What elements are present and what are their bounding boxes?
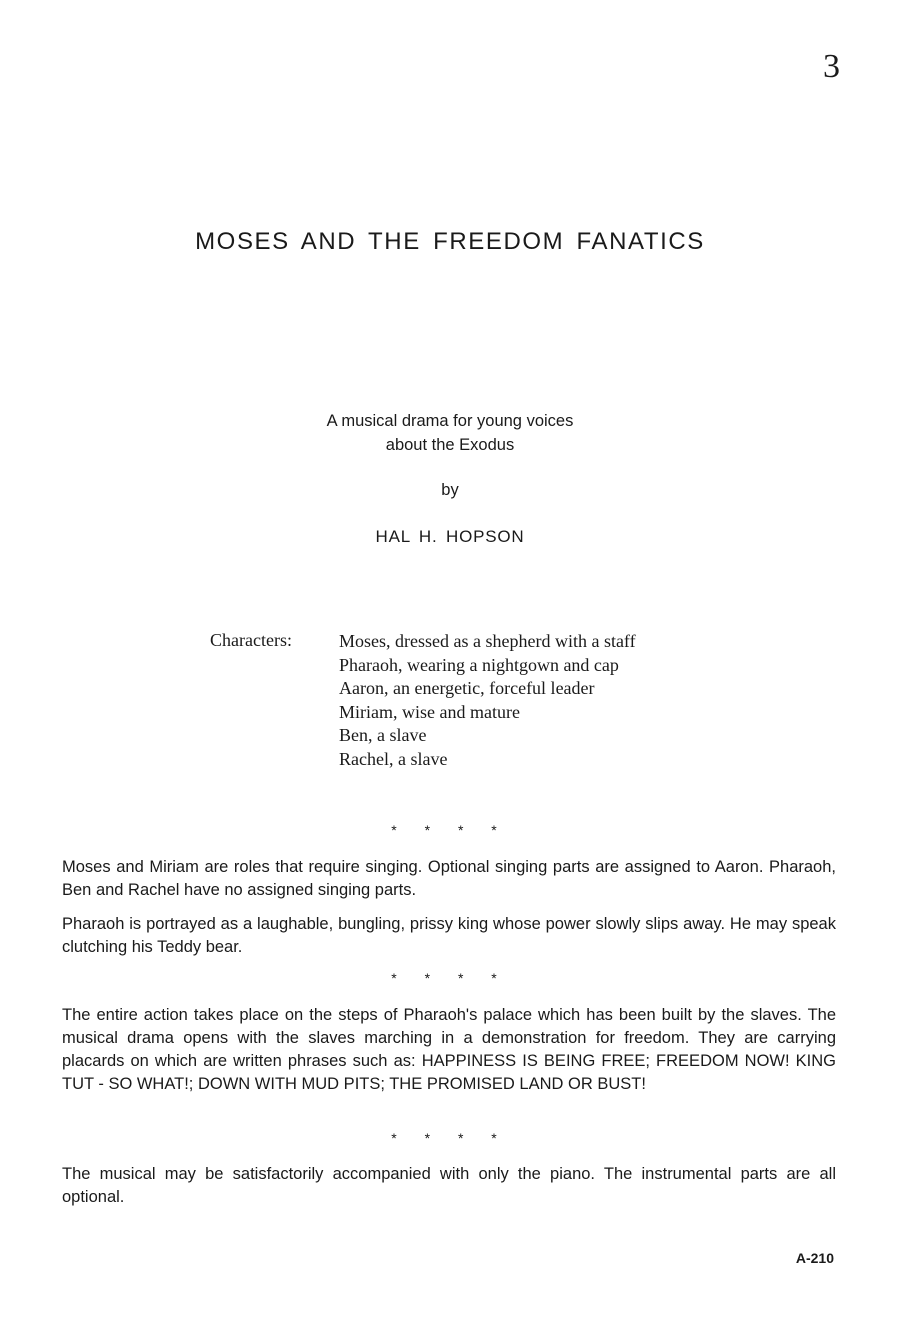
character-item: Moses, dressed as a shepherd with a staff	[339, 631, 636, 651]
section-separator: * * * *	[391, 1130, 509, 1146]
paragraph: Moses and Miriam are roles that require singing. Optional singing parts are assigned to Aaron. Pharaoh, Ben and Rachel have no assigned singing parts.	[62, 858, 836, 899]
catalog-number: A-210	[795, 1250, 834, 1266]
page-title: MOSES AND THE FREEDOM FANATICS	[195, 228, 705, 255]
paragraph: The entire action takes place on the steps of Pharaoh's palace which has been built by the slaves. The musical drama opens with the slaves marching in a demonstration for freedom. They are carrying placards on which are written phrases such as: HAPPINESS IS BEING FREE; FREEDOM NOW! KING TUT - SO WHAT!; DOWN WITH MUD PITS; THE PROMISED LAND OR BUST!	[62, 1006, 836, 1093]
character-item: Aaron, an energetic, forceful leader	[339, 678, 595, 698]
characters-label: Characters:	[210, 630, 292, 650]
character-item: Rachel, a slave	[339, 748, 448, 769]
paragraph: The musical may be satisfactorily accompanied with only the piano. The instrumental parts are all optional.	[62, 1165, 836, 1206]
character-item: Ben, a slave	[339, 725, 427, 745]
character-item: Pharaoh, wearing a nightgown and cap	[339, 654, 619, 675]
paragraph: Pharaoh is portrayed as a laughable, bungling, prissy king whose power slowly slips away. He may speak clutching his Teddy bear.	[62, 915, 836, 956]
subtitle-line: about the Exodus	[385, 436, 515, 454]
subtitle-line: A musical drama for young voices	[326, 412, 574, 430]
character-item: Miriam, wise and mature	[339, 701, 520, 722]
page-number: 3	[823, 48, 840, 85]
subtitle	[0, 409, 900, 457]
by-line: by	[441, 481, 459, 499]
section-separator: * * * *	[391, 970, 509, 986]
characters-list	[339, 630, 636, 771]
section-separator: * * * *	[391, 822, 509, 838]
author-name: HAL H. HOPSON	[375, 527, 525, 546]
